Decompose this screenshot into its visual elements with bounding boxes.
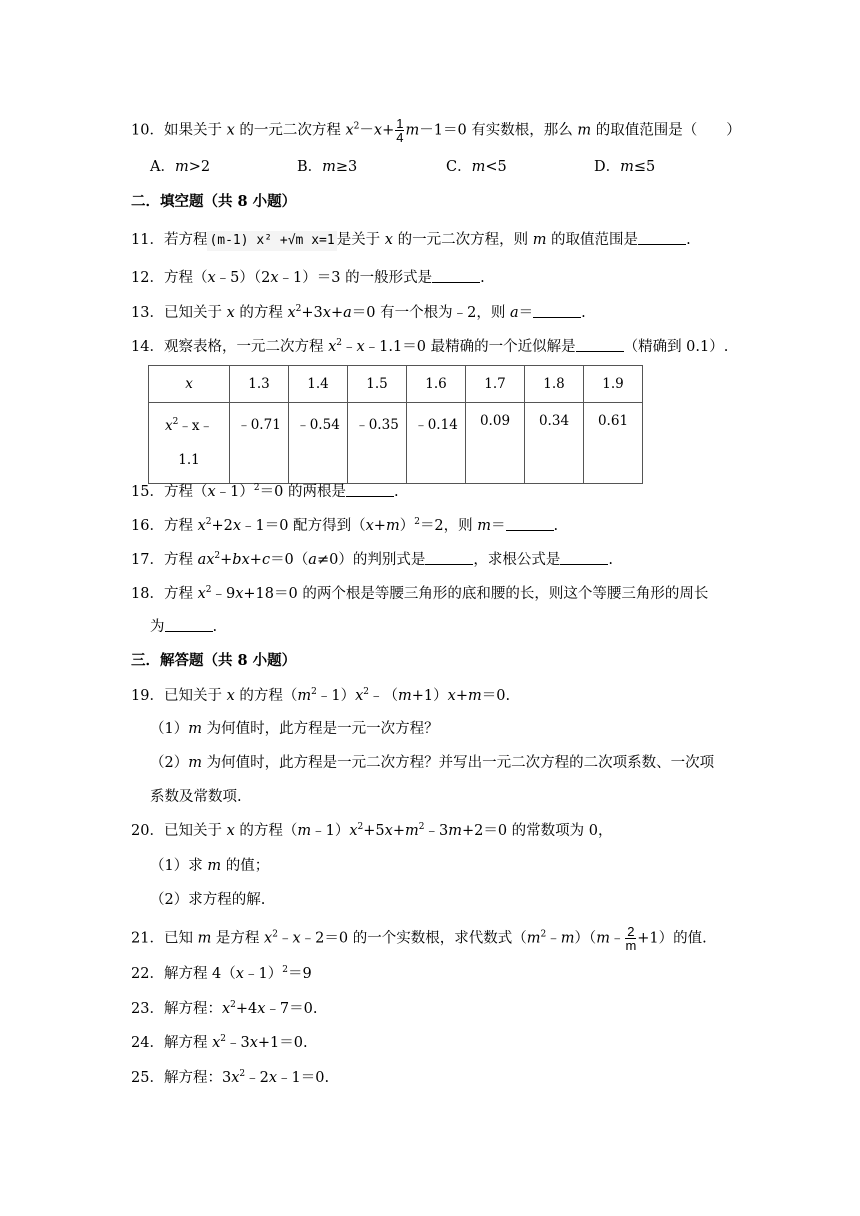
fraction-one-quarter: $\frac{1}{4}$ [396, 116, 404, 145]
answer-blank[interactable] [425, 552, 473, 565]
question-20: 20．已知关于 x 的方程$(m﹣1)x^2+5x+m^2﹣3m+2=0$ 的常数项为 0， [131, 822, 613, 839]
table-cell-y: ﹣0.71 [230, 403, 289, 484]
question-17: 17．方程 $ax^2+bx+c=0(a\ne 0)$的判别式是 ，求根公式是 . [131, 551, 613, 568]
table-cell-x: 1.8 [525, 366, 584, 403]
answer-blank[interactable] [560, 552, 608, 565]
question-11: 11．若方程 (m-1) x² +√m x=1 是关于 x 的一元二次方程，则 m 的取值范围是 . [131, 230, 691, 251]
question-16: 16．方程 $x^2+2x﹣1=0$ 配方得到$(x+m)^2=2$，则 m＝ . [131, 517, 559, 534]
table-cell-y: 0.34 [525, 403, 584, 484]
table-cell-y: 0.09 [466, 403, 525, 484]
question-21: 21．已知 m 是方程 $x^2﹣x﹣2=0$ 的一个实数根，求代数式$(m^2﹣m)(m﹣$ $\frac{2}{m}$ +1）的值. [131, 924, 707, 953]
section-heading-fill-blank: 二．填空题（共 8 小题） [131, 193, 297, 210]
question-19-part-2: （2）m 为何值时，此方程是一元二次方程？并写出一元二次方程的二次项系数、一次项 [150, 755, 715, 771]
table-cell-y: 0.61 [584, 403, 643, 484]
question-15: 15．方程（x﹣1）$^2$＝0 的两根是 . [131, 483, 399, 500]
question-14: 14．观察表格，一元二次方程 $x^2﹣x﹣1.1=0$ 最精确的一个近似解是 （精确到 0.1）. [131, 338, 729, 355]
question-19-part-1: （1）m 为何值时，此方程是一元一次方程？ [150, 721, 439, 737]
fraction-two-over-m: $\frac{2}{m}$ [625, 924, 637, 953]
question-20-part-1: （1）求 m 的值； [150, 858, 270, 874]
question-19: 19．已知关于 x 的方程$(m^2﹣1)x^2﹣(m+1)x+m=0$. [131, 687, 511, 704]
option-b[interactable]: B．m≥3 [297, 159, 358, 175]
answer-blank[interactable] [638, 232, 686, 245]
question-25: 25．解方程：$3x^2﹣2x﹣1=0$. [131, 1069, 330, 1086]
option-d[interactable]: D．m≤5 [594, 159, 656, 175]
answer-blank[interactable] [533, 305, 581, 318]
question-18-cont: 为 . [150, 619, 218, 635]
question-13: 13．已知关于 x 的方程 $x^2+3x+a=0$ 有一个根为﹣2，则 a＝ . [131, 304, 586, 321]
value-table [148, 365, 643, 484]
equation-image: (m-1) x² +√m x=1 [207, 231, 336, 251]
table-header-x: x [149, 366, 230, 403]
question-18: 18．方程 $x^2﹣9x+18=0$ 的两个根是等腰三角形的底和腰的长，则这个等腰三角形的周长 [131, 585, 709, 602]
table-cell-x: 1.7 [466, 366, 525, 403]
question-10: 10．如果关于 x 的一元二次方程 $x^2-x+$ $\frac{1}{4}$ m－1＝0 有实数根，那么 m 的取值范围是（ ） [131, 116, 741, 145]
table-cell-x: 1.6 [407, 366, 466, 403]
question-24: 24．解方程 $x^2﹣3x+1=0$. [131, 1034, 308, 1051]
table-cell-y: ﹣0.14 [407, 403, 466, 484]
question-23: 23．解方程：$x^2+4x﹣7=0$. [131, 1000, 318, 1017]
answer-blank[interactable] [165, 619, 213, 632]
question-22: 22．解方程 4（x﹣1）$^2$＝9 [131, 965, 312, 982]
option-c[interactable]: C．m<5 [446, 159, 507, 175]
table-cell-x: 1.3 [230, 366, 289, 403]
table-cell-x: 1.9 [584, 366, 643, 403]
table-cell-y: ﹣0.35 [348, 403, 407, 484]
section-heading-solve: 三．解答题（共 8 小题） [131, 652, 297, 669]
question-20-part-2: （2）求方程的解. [150, 892, 266, 908]
table-cell-x: 1.5 [348, 366, 407, 403]
question-19-part-2-cont: 系数及常数项. [150, 789, 242, 805]
answer-blank[interactable] [432, 270, 480, 283]
answer-blank[interactable] [346, 484, 394, 497]
table-row-label: $x^2﹣x﹣$ 1.1 [149, 403, 230, 484]
option-a[interactable]: A．m>2 [150, 159, 211, 175]
answer-blank[interactable] [506, 518, 554, 531]
table-cell-x: 1.4 [289, 366, 348, 403]
answer-blank[interactable] [576, 339, 624, 352]
question-12: 12．方程（x﹣5）（2x﹣1）＝3 的一般形式是 . [131, 270, 485, 286]
table-cell-y: ﹣0.54 [289, 403, 348, 484]
